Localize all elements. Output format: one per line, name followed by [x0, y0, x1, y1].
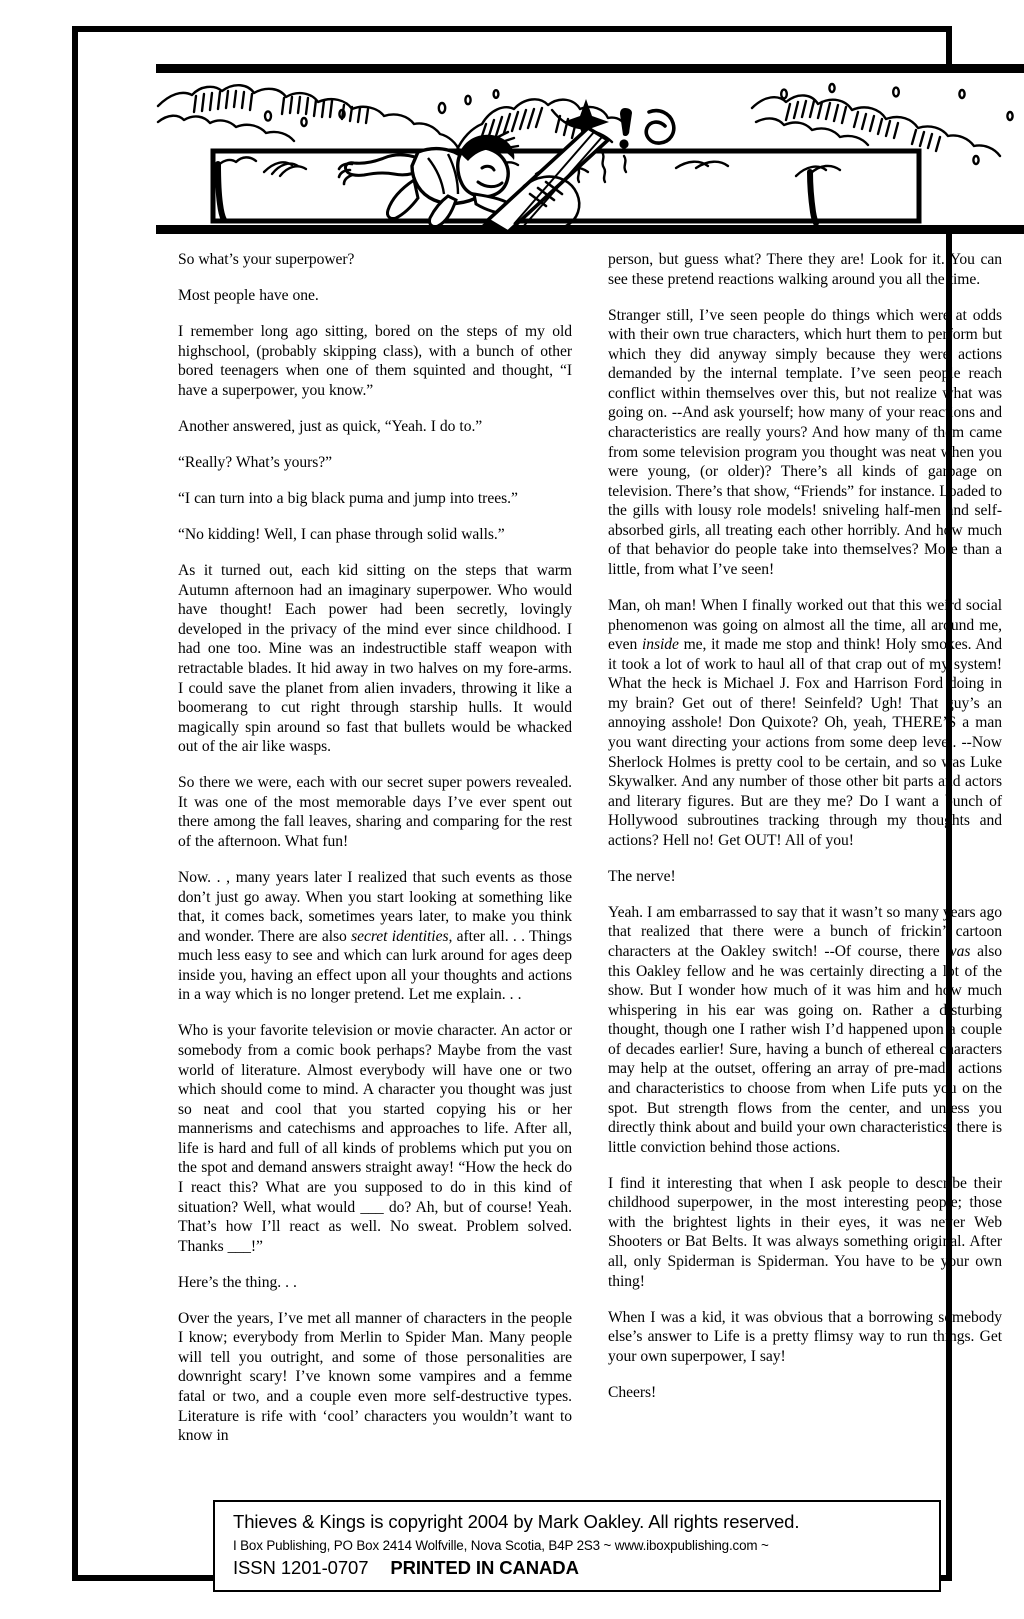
- right-paragraph: Yeah. I am embarrassed to say that it wasn’t so many years ago that realized that there were a bunch of frickin’ cartoon characters at the Oakley switch! --Of course, there was also this Oakley fellow and he was certainly directing a lot of the show. But I wonder how much of it was him and how much whispering in his ear was going on. Rather a disturbing thought, though one I rather wish I’d happened upon a couple of decades earlier! Sure, having a bunch of ethereal characters may help at the outset, offering an array of pre-made actions and characteristics to choose from when Life puts you on the spot. But strength flows from the center, and unless you directly think about and build your own characteristics, there is little conviction behind those actions.: [608, 903, 1003, 1156]
- issn-and-printed-line: [233, 1557, 939, 1580]
- article-columns: [178, 250, 1002, 1465]
- right-paragraph: The nerve!: [608, 867, 676, 885]
- left-paragraph: Now. . , many years later I realized that such events as those don’t just go away. When you start looking at something like that, it comes back, sometimes years later, to make you think and wonder. There are also secret identities, after all. . . Things much less easy to see and which can lurk around for ages deep inside you, having an effect upon all your thoughts and actions in a way which is no longer pretend. Let me explain. . .: [178, 869, 572, 1004]
- header-illustration: [156, 64, 1024, 234]
- left-paragraph: “No kidding! Well, I can phase through solid walls.”: [178, 526, 505, 544]
- right-paragraph: Cheers!: [608, 1383, 657, 1401]
- left-paragraph: Here’s the thing. . .: [178, 1273, 297, 1291]
- left-text-column: [178, 250, 572, 1446]
- left-paragraph: Another answered, just as quick, “Yeah. I do to.”: [178, 417, 483, 435]
- left-paragraph: Over the years, I’ve met all manner of characters in the people I know; everybody from Merlin to Spider Man. Many people will tell you outright, and some of those personalities are downright scary! I’ve known some vampires and a femme fatal or two, and a couple even more self-destructive types. Literature is rife with ‘cool’ characters you wouldn’t want to know in: [178, 1309, 572, 1445]
- copyright-line: Thieves & Kings is copyright 2004 by Mark Oakley. All rights reserved.: [233, 1511, 800, 1532]
- left-paragraph: “I can turn into a big black puma and jump into trees.”: [178, 490, 518, 507]
- left-paragraph: So there we were, each with our secret super powers revealed. It was one of the most memorable days I’ve ever spent out there among the fall leaves, sharing and comparing for the rest of the afternoon. What fun!: [178, 774, 572, 850]
- right-paragraph: I find it interesting that when I ask people to describe their childhood superpower, in the most interesting people; those with the brightest lights in their eyes, it was never Web Shooters or Bat Belts. It was always something original. After all, only Spiderman is Spiderman. You have to be your own thing!: [608, 1174, 1002, 1290]
- comic-banner-artwork: [156, 64, 1024, 234]
- left-paragraph: Who is your favorite television or movie character. An actor or somebody from a comic book perhaps? Maybe from the vast world of literature. Almost everybody will have one or two which should come to mind. A character you thought was just so neat and cool that you started copying his or her mannerisms and catechisms and approaches to life. After all, life is hard and full of all kinds of problems which put you on the spot and demand answers straight away! “How the heck do I react this? What are you supposed to do in this kind of situation? Well, what would ___ do? Ah, but of course! Yeah. That’s how I’ll react as well. No sweat. Problem solved. Thanks ___!”: [178, 1022, 572, 1255]
- right-paragraph: Stranger still, I’ve seen people do things which were at odds with their own true characters, which hurt them to perform but which they did anyway simply because they were actions demanded by the internal template. I’ve seen people reach conflict within themselves over this, but not realize what was going on. --And ask yourself; how many of your reactions and characteristics are really yours? And how many of them came from some television program you thought was neat when you were young, (or older)? There’s all kinds of garbage on television. There’s that show, “Friends” for instance. Loaded to the gills with lousy role models! sniveling half-men and self-absorbed girls, all treating each other horribly. And how much of that behavior do people take into themselves? More than a little, from what I’ve seen!: [608, 306, 1002, 578]
- printed-in-canada-label: PRINTED IN CANADA: [390, 1556, 579, 1578]
- left-paragraph: So what’s your superpower?: [178, 251, 355, 268]
- right-paragraph: Man, oh man! When I finally worked out that this weird social phenomenon was going on almost all the time, all around me, even inside me, it made me stop and think! Holy smokes. And it took a lot of work to haul all of that crap out of my system! What the heck is Michael J. Fox and Harrison Ford doing in my brain? Get out of there! Seinfeld? Ugh! That guy’s an annoying asshole! Don Quixote? Oh, yeah, THERE’S a man you want directing your actions from some deep level. --Now Sherlock Holmes is pretty cool to be certain, and so was Luke Skywalker. And any number of those other bit parts and actors and literary figures. But are they me? Do I want a bunch of Hollywood subroutines tracking through my thoughts and actions? Hell no! Get OUT! All of you!: [608, 597, 1002, 849]
- page-border-frame: [72, 26, 1003, 1581]
- left-paragraph: I remember long ago sitting, bored on the steps of my old highschool, (probably skipping class), with a bunch of other bored teenagers when one of them squinted and thought, “I have a superpower, you know.”: [178, 323, 572, 399]
- right-paragraph: When I was a kid, it was obvious that a borrowing somebody else’s answer to Life is a pretty flimsy way to run things. Get your own superpower, I say!: [608, 1308, 1002, 1365]
- left-paragraph: As it turned out, each kid sitting on the steps that warm Autumn afternoon had an imaginary superpower. Who would have thought! Each power had been secretly, lovingly developed in the privacy of the mind ever since childhood. I had one too. Mine was an indestructible staff weapon with retractable blades. It hid away in two halves on my fore-arms. I could save the planet from alien invaders, throwing it like a boomerang to cut right through starship hulls. It would magically spin around so fast that bullets would be whacked out of the air like wasps.: [178, 562, 572, 756]
- issn-number: ISSN 1201-0707: [233, 1556, 369, 1578]
- left-paragraph: “Really? What’s yours?”: [178, 453, 332, 471]
- right-text-column: [608, 250, 1002, 1402]
- publisher-line: I Box Publishing, PO Box 2414 Wolfville, Nova Scotia, B4P 2S3 ~ www.iboxpublishing.com ~: [233, 1537, 769, 1553]
- copyright-box: [213, 1500, 941, 1592]
- right-paragraph: person, but guess what? There they are! Look for it. You can see these pretend reactions walking around you all the time.: [608, 251, 1002, 288]
- left-paragraph: Most people have one.: [178, 287, 319, 305]
